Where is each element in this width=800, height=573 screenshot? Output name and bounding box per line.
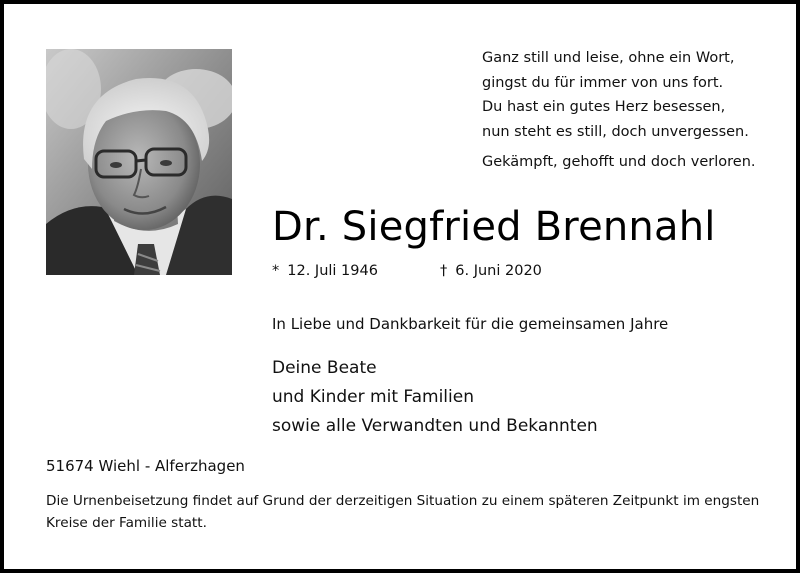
death-cross-icon: † (440, 263, 448, 279)
birth-date-group (272, 260, 378, 282)
birth-star-icon: * (272, 263, 280, 279)
poem-block (482, 46, 782, 175)
poem-line: nun steht es still, doch unvergessen. (482, 123, 749, 140)
poem-closing-line: Gekämpft, gehofft und doch verloren. (482, 154, 756, 170)
death-date: 6. Juni 2020 (455, 263, 542, 279)
deceased-name: Dr. Siegfried Brennahl (272, 204, 716, 250)
signers-block (272, 354, 598, 441)
poem-line: gingst du für immer von uns fort. (482, 74, 724, 91)
poem-line: Du hast ein gutes Herz besessen, (482, 99, 726, 115)
portrait-photo-image (46, 49, 232, 275)
death-date-group (440, 260, 542, 282)
burial-notice: Die Urnenbeisetzung findet auf Grund der derzeitigen Situation zu einem späteren Zeitpunkt im engsten Kreise der Familie statt. (46, 493, 760, 531)
signer-line: und Kinder mit Familien (272, 387, 474, 407)
poem-line: Ganz still und leise, ohne ein Wort, (482, 50, 735, 66)
signer-line: sowie alle Verwandten und Bekannten (272, 416, 598, 436)
place-address: 51674 Wiehl - Alferzhagen (46, 457, 245, 475)
signer-line: Deine Beate (272, 358, 377, 378)
dedication-text: In Liebe und Dankbarkeit für die gemeinsamen Jahre (272, 315, 669, 333)
birth-date: 12. Juli 1946 (287, 263, 378, 279)
portrait-photo (46, 49, 232, 275)
